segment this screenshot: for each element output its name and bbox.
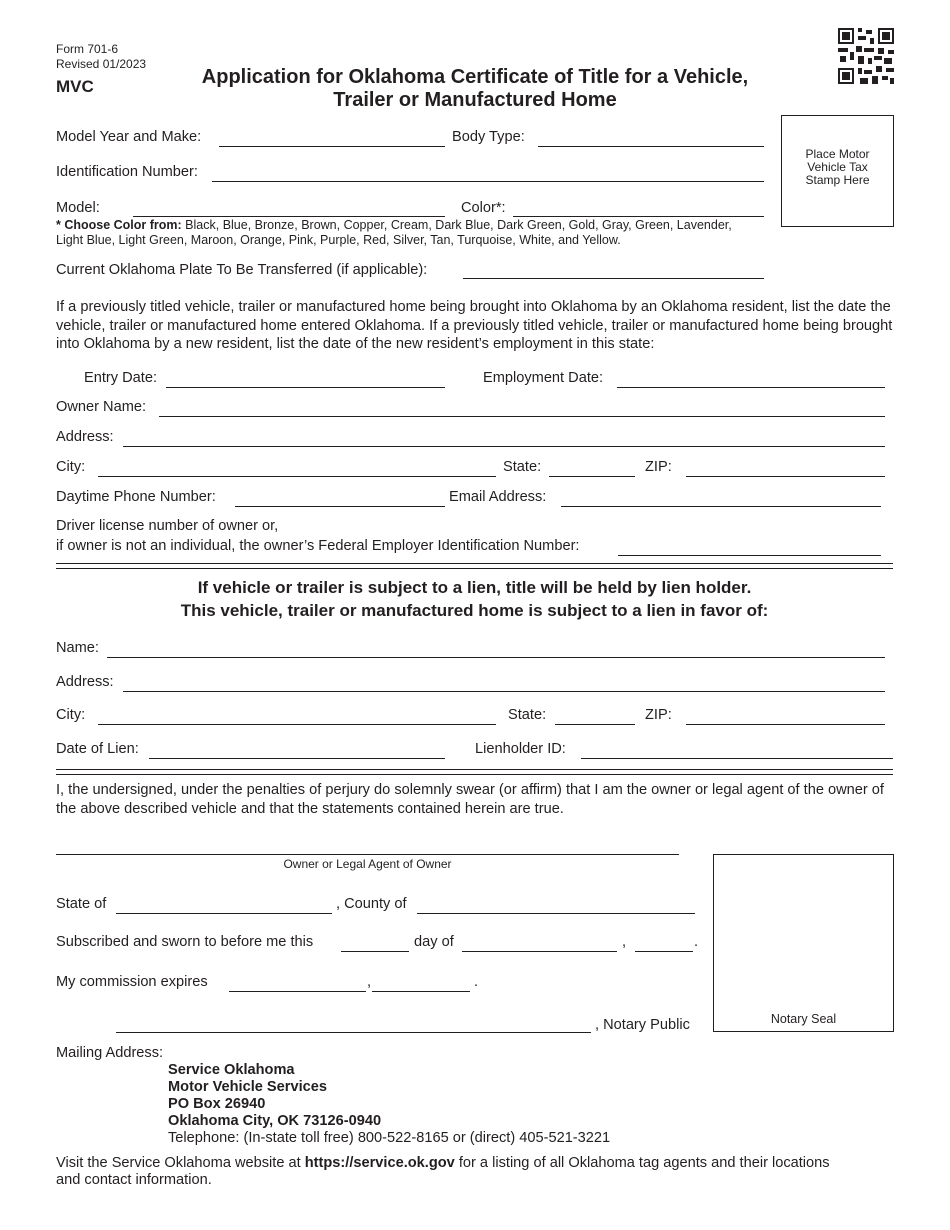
section-divider-top — [56, 563, 893, 564]
owner-city-label: City: — [56, 459, 86, 475]
owner-name-field[interactable] — [159, 416, 885, 417]
state-of-field[interactable] — [116, 913, 332, 914]
body-type-label: Body Type: — [452, 129, 525, 145]
section-divider-bottom — [56, 568, 893, 569]
mailing-line2: Motor Vehicle Services — [168, 1079, 327, 1095]
owner-address-label: Address: — [56, 429, 114, 445]
employment-date-label: Employment Date: — [483, 370, 604, 386]
county-of-label: , County of — [336, 896, 407, 912]
color-note-line1: * Choose Color from: Black, Blue, Bronze, Brown, Copper, Cream, Dark Blue, Dark Green, Gold, Gray, Green, Lavender, — [56, 218, 732, 232]
lien-name-label: Name: — [56, 640, 99, 656]
model-year-make-field[interactable] — [219, 146, 445, 147]
daytime-phone-label: Daytime Phone Number: — [56, 489, 216, 505]
lien-heading2: This vehicle, trailer or manufactured home is subject to a lien in favor of: — [180, 601, 769, 620]
lien-state-field[interactable] — [555, 724, 635, 725]
license-line1: Driver license number of owner or, — [56, 518, 279, 534]
revised-date: Revised 01/2023 — [56, 57, 147, 71]
model-field[interactable] — [133, 216, 445, 217]
notary-seal-box — [713, 854, 894, 1032]
model-year-make-label: Model Year and Make: — [56, 129, 202, 145]
visit-website-line1: Visit the Service Oklahoma website at https://service.ok.gov for a listing of all Oklahoma tag agents and their locations — [56, 1155, 830, 1171]
owner-state-field[interactable] — [549, 476, 635, 477]
sworn-period: . — [694, 934, 699, 950]
identification-number-label: Identification Number: — [56, 164, 198, 180]
identification-number-field[interactable] — [212, 181, 764, 182]
mailing-line1: Service Oklahoma — [168, 1062, 295, 1078]
license-fein-field[interactable] — [618, 555, 881, 556]
model-label: Model: — [56, 200, 100, 216]
owner-signature-caption: Owner or Legal Agent of Owner — [283, 857, 452, 871]
sworn-day-field[interactable] — [341, 951, 409, 952]
lien-city-label: City: — [56, 707, 86, 723]
owner-signature-line[interactable] — [56, 854, 679, 855]
owner-name-label: Owner Name: — [56, 399, 147, 415]
county-of-field[interactable] — [417, 913, 695, 914]
email-address-field[interactable] — [561, 506, 881, 507]
lien-name-field[interactable] — [107, 657, 885, 658]
color-note-line2: Light Blue, Light Green, Maroon, Orange, Pink, Purple, Red, Silver, Tan, Turquoise, White, and Yellow. — [56, 233, 621, 247]
color-label: Color*: — [461, 200, 506, 216]
owner-state-label: State: — [503, 459, 542, 475]
qr-code-icon — [838, 28, 894, 84]
employment-date-field[interactable] — [617, 387, 885, 388]
notary-public-label: , Notary Public — [595, 1017, 690, 1033]
mailing-telephone: Telephone: (In-state toll free) 800-522-8165 or (direct) 405-521-3221 — [168, 1130, 611, 1146]
page-title-line2: Trailer or Manufactured Home — [333, 89, 617, 111]
mailing-line3: PO Box 26940 — [168, 1096, 266, 1112]
entry-date-label: Entry Date: — [84, 370, 157, 386]
commission-year-field[interactable] — [372, 991, 470, 992]
lien-heading1: If vehicle or trailer is subject to a lien, title will be held by lien holder. — [197, 578, 752, 597]
tax-stamp-label: Place Motor Vehicle Tax Stamp Here — [805, 147, 870, 187]
lien-date-label: Date of Lien: — [56, 741, 139, 757]
mailing-line4: Oklahoma City, OK 73126-0940 — [168, 1113, 382, 1129]
body-type-field[interactable] — [538, 146, 764, 147]
agency-label: MVC — [56, 77, 94, 96]
owner-city-field[interactable] — [98, 476, 496, 477]
tax-stamp-box — [781, 115, 894, 227]
commission-comma: , — [367, 974, 372, 990]
notary-seal-label: Notary Seal — [770, 1012, 837, 1026]
page-title-line1: Application for Oklahoma Certificate of Title for a Vehicle, — [201, 66, 749, 88]
lienholder-id-label: Lienholder ID: — [475, 741, 566, 757]
lienholder-id-field[interactable] — [581, 758, 893, 759]
lien-zip-label: ZIP: — [645, 707, 672, 723]
mailing-address-label: Mailing Address: — [56, 1045, 164, 1061]
state-of-label: State of — [56, 896, 107, 912]
lien-address-field[interactable] — [123, 691, 885, 692]
lien-city-field[interactable] — [98, 724, 496, 725]
color-field[interactable] — [513, 216, 764, 217]
day-of-label: day of — [414, 934, 454, 950]
sworn-year-field[interactable] — [635, 951, 693, 952]
owner-address-field[interactable] — [123, 446, 885, 447]
entry-date-field[interactable] — [166, 387, 445, 388]
visit-website-line2: and contact information. — [56, 1172, 212, 1188]
commission-month-field[interactable] — [229, 991, 366, 992]
email-address-label: Email Address: — [449, 489, 547, 505]
owner-zip-label: ZIP: — [645, 459, 672, 475]
lien-address-label: Address: — [56, 674, 114, 690]
lien-state-label: State: — [508, 707, 547, 723]
sworn-comma: , — [622, 934, 627, 950]
subscribed-label: Subscribed and sworn to before me this — [56, 934, 314, 950]
commission-expires-label: My commission expires — [56, 974, 208, 990]
entry-instructions: If a previously titled vehicle, trailer or manufactured home being brought into Oklahoma by an Oklahoma resident, list the date the vehicle, trailer or manufactured home entered Oklahoma. If a previously titled vehicle, trailer or manufactured home being brought into Oklahoma by a new resident, list the date of the new resident’s employment in this state: — [56, 299, 893, 352]
website-link[interactable]: https://service.ok.gov — [304, 1155, 455, 1171]
affidavit-statement: I, the undersigned, under the penalties of perjury do solemnly swear (or affirm) that I am the owner or legal agent of the owner of the above described vehicle and that the statements contained herein are true. — [56, 782, 884, 817]
lien-divider-top — [56, 769, 893, 770]
daytime-phone-field[interactable] — [235, 506, 445, 507]
lien-divider-bottom — [56, 774, 893, 775]
plate-transfer-label: Current Oklahoma Plate To Be Transferred (if applicable): — [56, 262, 428, 278]
lien-zip-field[interactable] — [686, 724, 885, 725]
commission-period: . — [474, 974, 479, 990]
form-number: Form 701-6 — [56, 42, 119, 56]
license-line2: if owner is not an individual, the owner’s Federal Employer Identification Number: — [56, 538, 580, 554]
owner-zip-field[interactable] — [686, 476, 885, 477]
sworn-month-field[interactable] — [462, 951, 617, 952]
plate-transfer-field[interactable] — [463, 278, 764, 279]
lien-date-field[interactable] — [149, 758, 445, 759]
notary-signature-line[interactable] — [116, 1032, 591, 1033]
